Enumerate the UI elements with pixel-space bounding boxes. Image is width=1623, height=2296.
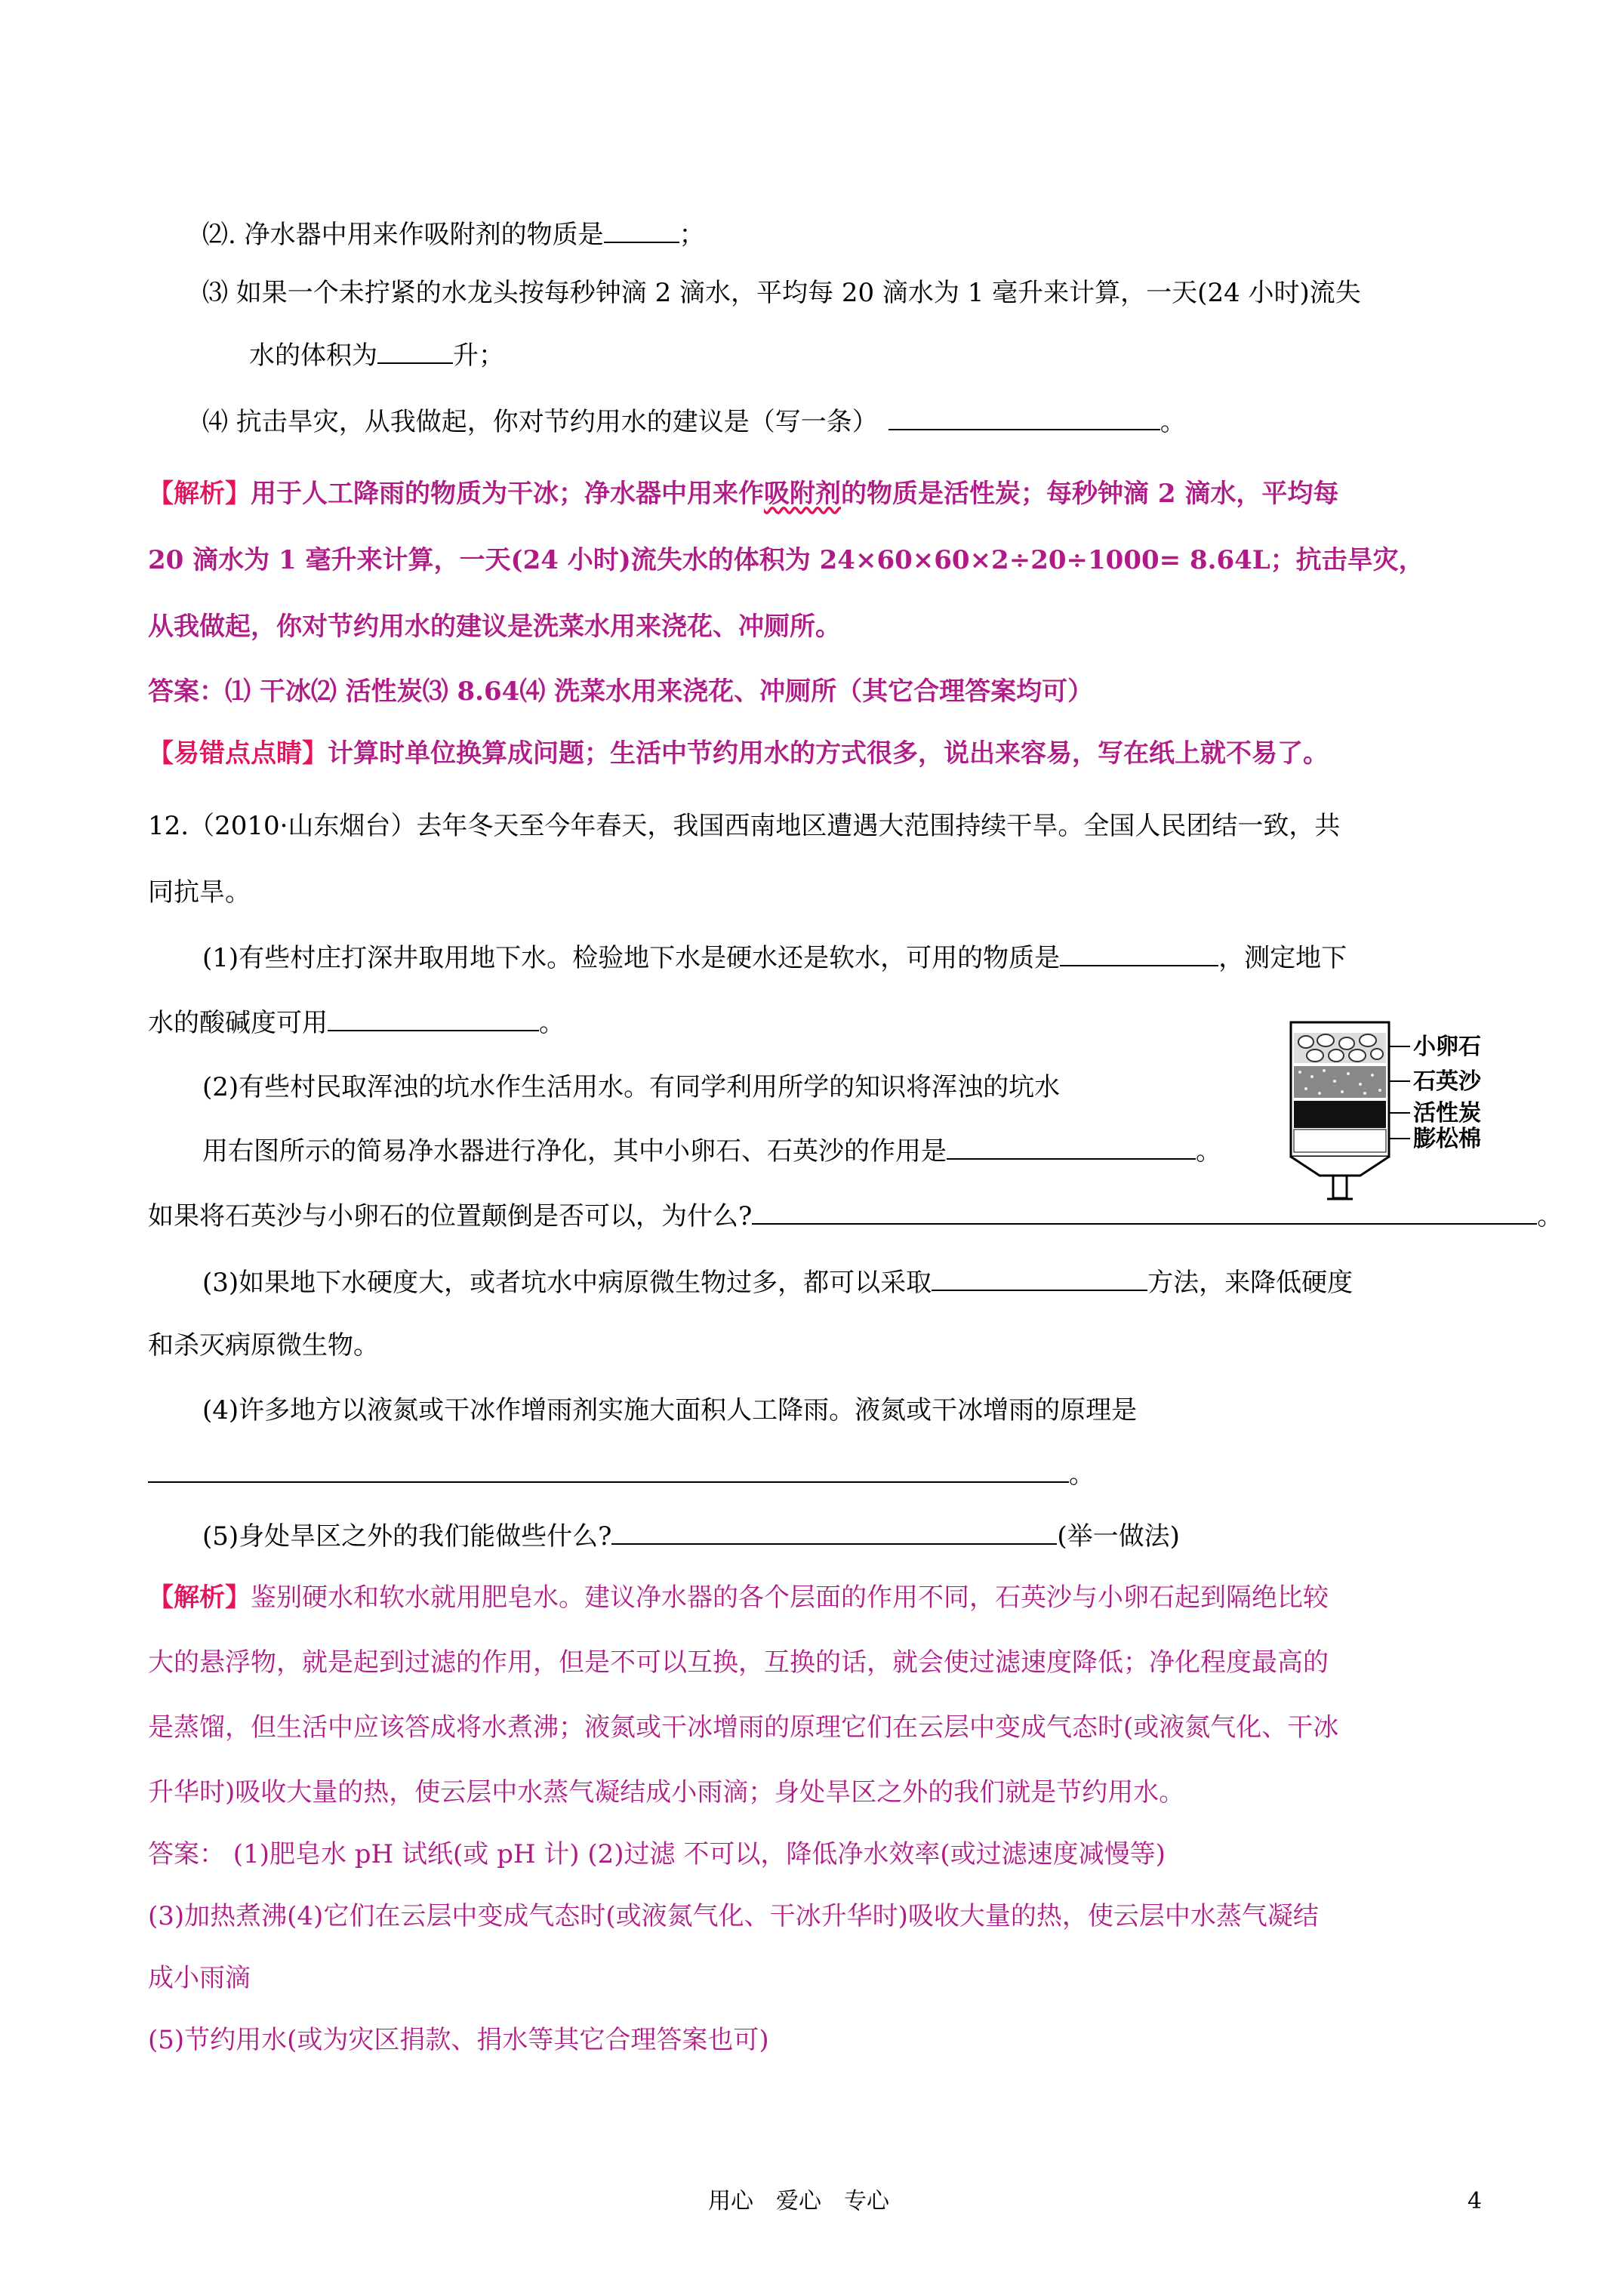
answer-blank (611, 1518, 1057, 1545)
label-cotton: 膨松棉 (1413, 1126, 1481, 1152)
q11-part3-cont: 水的体积为 升； (249, 337, 504, 374)
filter-outlet (1333, 1176, 1347, 1198)
q12-answer-line1: 答案： (1)肥皂水 pH 试纸(或 pH 计) (2)过滤 不可以，降低净水效率(或过滤速度减慢等) (148, 1839, 1166, 1869)
answer-blank (604, 216, 679, 243)
label-carbon: 活性炭 (1413, 1100, 1481, 1126)
cotton-layer (1294, 1130, 1386, 1152)
q11-analysis-line3: 从我做起，你对节约用水的建议是洗菜水用来浇花、冲厕所。 (148, 612, 841, 642)
answer-blank (932, 1264, 1147, 1291)
sand-layer (1294, 1066, 1386, 1098)
answer-blank (328, 1004, 539, 1031)
q12-analysis-line4: 升华时)吸收大量的热，使云层中水蒸气凝结成小雨滴；身处旱区之外的我们就是节约用水。 (148, 1777, 1185, 1808)
answer-blank (148, 1456, 1069, 1483)
q12-part2-question: 如果将石英沙与小卵石的位置颠倒是否可以，为什么? 。 (148, 1197, 1563, 1234)
q11-tip: 【易错点点睛】计算时单位换算成问题；生活中节约用水的方式很多，说出来容易，写在纸上就不易了。 (148, 738, 1329, 769)
label-sand: 石英沙 (1413, 1068, 1481, 1095)
q11-part3: ⑶ 如果一个未拧紧的水龙头按每秒钟滴 2 滴水，平均每 20 滴水为 1 毫升来计算，一天(24 小时)流失 (202, 278, 1361, 308)
q12-answer-line3: 成小雨滴 (148, 1963, 251, 1993)
q12-stem-line2: 同抗旱。 (148, 877, 251, 908)
q12-part3: (3)如果地下水硬度大，或者坑水中病原微生物过多，都可以采取 方法，来降低硬度 (202, 1264, 1353, 1301)
q11-part4: ⑷ 抗击旱灾，从我做起，你对节约用水的建议是（写一条） 。 (202, 403, 1186, 440)
answer-blank (377, 337, 453, 364)
q12-analysis-line2: 大的悬浮物，就是起到过滤的作用，但是不可以互换，互换的话，就会使过滤速度降低；净化程度最高的 (148, 1647, 1329, 1678)
answer-blank (1060, 939, 1218, 966)
q11-analysis-line1: 【解析】用于人工降雨的物质为干冰；净水器中用来作吸附剂的物质是活性炭；每秒钟滴 2 滴水，平均每 (148, 479, 1339, 509)
q12-answer-line4: (5)节约用水(或为灾区捐款、捐水等其它合理答案也可) (148, 2025, 769, 2055)
answer-blank (888, 403, 1160, 430)
q12-part5: (5)身处旱区之外的我们能做些什么? (举一做法) (202, 1518, 1180, 1555)
label-pebble: 小卵石 (1413, 1034, 1481, 1060)
q11-analysis-line2: 20 滴水为 1 毫升来计算，一天(24 小时)流失水的体积为 24×60×60×2÷20÷1000= 8.64L；抗击旱灾， (148, 545, 1424, 575)
q12-answer-line2: (3)加热煮沸(4)它们在云层中变成气态时(或液氮气化、干冰升华时)吸收大量的热，使云层中水蒸气凝结 (148, 1901, 1319, 1931)
answer-blank (947, 1133, 1196, 1160)
page-footer: 用心 爱心 专心 (708, 2188, 889, 2214)
q12-part4-cont: 。 (148, 1456, 1095, 1493)
filter-funnel (1291, 1157, 1389, 1176)
q12-part4: (4)许多地方以液氮或干冰作增雨剂实施大面积人工降雨。液氮或干冰增雨的原理是 (202, 1395, 1138, 1425)
q12-part1-cont: 水的酸碱度可用 。 (148, 1004, 565, 1041)
q12-analysis-line3: 是蒸馏，但生活中应该答成将水煮沸；液氮或干冰增雨的原理它们在云层中变成气态时(或液氮气化、干冰 (148, 1712, 1339, 1743)
q12-analysis-line1: 【解析】鉴别硬水和软水就用肥皂水。建议净水器的各个层面的作用不同，石英沙与小卵石起到隔绝比较 (148, 1583, 1329, 1613)
q11-part2: ⑵. 净水器中用来作吸附剂的物质是 ； (202, 216, 705, 253)
q12-part1: (1)有些村庄打深井取用地下水。检验地下水是硬水还是软水，可用的物质是 ，测定地下 (202, 939, 1347, 976)
page-number: 4 (1467, 2188, 1483, 2214)
q12-part2-cont: 用右图所示的简易净水器进行净化，其中小卵石、石英沙的作用是 。 (202, 1133, 1221, 1170)
q11-answer: 答案：⑴ 干冰⑵ 活性炭⑶ 8.64⑷ 洗菜水用来浇花、冲厕所（其它合理答案均可） (148, 676, 1094, 707)
q12-stem-line1: 12.（2010·山东烟台）去年冬天至今年春天，我国西南地区遭遇大范围持续干旱。全国人民团结一致，共 (148, 811, 1341, 841)
q12-part2: (2)有些村民取浑浊的坑水作生活用水。有同学利用所学的知识将浑浊的坑水 (202, 1072, 1061, 1102)
q12-part3-cont: 和杀灭病原微生物。 (148, 1330, 379, 1361)
water-filter-diagram (1289, 1021, 1516, 1210)
carbon-layer (1294, 1101, 1386, 1128)
